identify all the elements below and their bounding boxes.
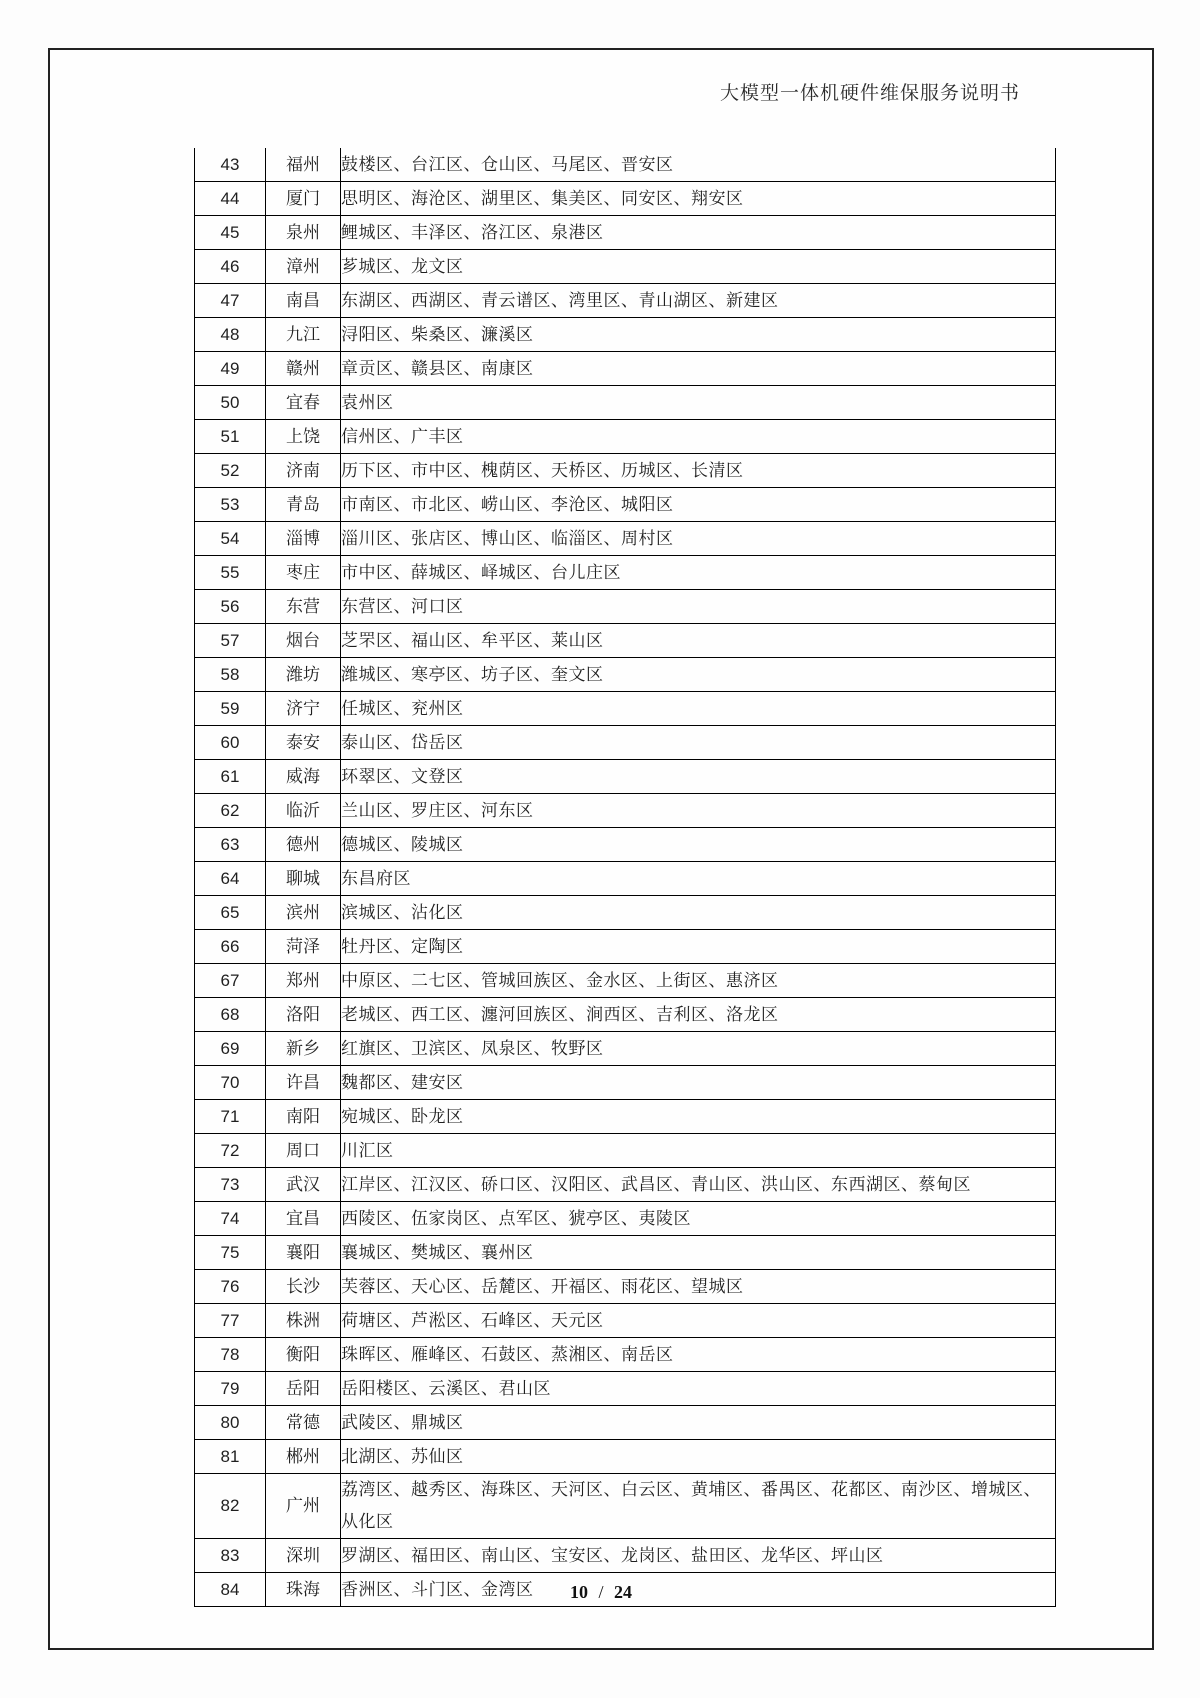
city-cell: 济宁 <box>266 692 341 726</box>
city-cell: 漳州 <box>266 250 341 284</box>
city-cell: 济南 <box>266 454 341 488</box>
footer-page-separator: / <box>598 1582 604 1602</box>
row-number-cell: 44 <box>195 182 266 216</box>
table-row <box>195 454 1056 488</box>
districts-cell: 红旗区、卫滨区、凤泉区、牧野区 <box>341 1032 1056 1066</box>
city-cell: 枣庄 <box>266 556 341 590</box>
row-number-cell: 76 <box>195 1270 266 1304</box>
table-row <box>195 216 1056 250</box>
row-number-cell: 83 <box>195 1539 266 1573</box>
row-number-cell: 48 <box>195 318 266 352</box>
row-number-cell: 77 <box>195 1304 266 1338</box>
row-number-cell: 67 <box>195 964 266 998</box>
city-cell: 许昌 <box>266 1066 341 1100</box>
districts-cell: 魏都区、建安区 <box>341 1066 1056 1100</box>
row-number-cell: 60 <box>195 726 266 760</box>
row-number-cell: 58 <box>195 658 266 692</box>
districts-cell: 淄川区、张店区、博山区、临淄区、周村区 <box>341 522 1056 556</box>
districts-cell: 珠晖区、雁峰区、石鼓区、蒸湘区、南岳区 <box>341 1338 1056 1372</box>
footer-total-pages: 24 <box>614 1582 632 1602</box>
districts-cell: 滨城区、沾化区 <box>341 896 1056 930</box>
row-number-cell: 52 <box>195 454 266 488</box>
table-row <box>195 386 1056 420</box>
row-number-cell: 81 <box>195 1440 266 1474</box>
row-number-cell: 84 <box>195 1573 266 1607</box>
row-number-cell: 79 <box>195 1372 266 1406</box>
row-number-cell: 59 <box>195 692 266 726</box>
table-row <box>195 420 1056 454</box>
districts-cell: 东昌府区 <box>341 862 1056 896</box>
table-row <box>195 658 1056 692</box>
row-number-cell: 61 <box>195 760 266 794</box>
table-row <box>195 556 1056 590</box>
city-cell: 常德 <box>266 1406 341 1440</box>
table-row <box>195 1304 1056 1338</box>
city-cell: 九江 <box>266 318 341 352</box>
city-cell: 赣州 <box>266 352 341 386</box>
row-number-cell: 65 <box>195 896 266 930</box>
city-cell: 临沂 <box>266 794 341 828</box>
city-cell: 株洲 <box>266 1304 341 1338</box>
city-cell: 烟台 <box>266 624 341 658</box>
city-district-table-body <box>195 148 1056 1607</box>
districts-cell: 潍城区、寒亭区、坊子区、奎文区 <box>341 658 1056 692</box>
table-row <box>195 148 1056 182</box>
table-row <box>195 726 1056 760</box>
districts-cell: 市南区、市北区、崂山区、李沧区、城阳区 <box>341 488 1056 522</box>
city-cell: 上饶 <box>266 420 341 454</box>
row-number-cell: 74 <box>195 1202 266 1236</box>
table-row <box>195 862 1056 896</box>
table-row <box>195 1474 1056 1539</box>
table-row <box>195 522 1056 556</box>
row-number-cell: 73 <box>195 1168 266 1202</box>
districts-cell: 东营区、河口区 <box>341 590 1056 624</box>
table-row <box>195 1338 1056 1372</box>
city-cell: 南昌 <box>266 284 341 318</box>
districts-cell: 历下区、市中区、槐荫区、天桥区、历城区、长清区 <box>341 454 1056 488</box>
row-number-cell: 72 <box>195 1134 266 1168</box>
row-number-cell: 54 <box>195 522 266 556</box>
city-cell: 淄博 <box>266 522 341 556</box>
document-header-title: 大模型一体机硬件维保服务说明书 <box>719 83 1020 104</box>
table-row <box>195 1100 1056 1134</box>
city-cell: 新乡 <box>266 1032 341 1066</box>
row-number-cell: 57 <box>195 624 266 658</box>
city-cell: 泉州 <box>266 216 341 250</box>
city-cell: 滨州 <box>266 896 341 930</box>
row-number-cell: 55 <box>195 556 266 590</box>
districts-cell: 德城区、陵城区 <box>341 828 1056 862</box>
city-cell: 厦门 <box>266 182 341 216</box>
city-cell: 德州 <box>266 828 341 862</box>
table-row <box>195 1134 1056 1168</box>
districts-cell: 浔阳区、柴桑区、濂溪区 <box>341 318 1056 352</box>
row-number-cell: 56 <box>195 590 266 624</box>
row-number-cell: 46 <box>195 250 266 284</box>
city-cell: 深圳 <box>266 1539 341 1573</box>
row-number-cell: 80 <box>195 1406 266 1440</box>
city-cell: 武汉 <box>266 1168 341 1202</box>
row-number-cell: 66 <box>195 930 266 964</box>
row-number-cell: 64 <box>195 862 266 896</box>
districts-cell: 东湖区、西湖区、青云谱区、湾里区、青山湖区、新建区 <box>341 284 1056 318</box>
districts-cell: 芙蓉区、天心区、岳麓区、开福区、雨花区、望城区 <box>341 1270 1056 1304</box>
districts-cell: 牡丹区、定陶区 <box>341 930 1056 964</box>
row-number-cell: 70 <box>195 1066 266 1100</box>
row-number-cell: 47 <box>195 284 266 318</box>
table-row <box>195 1066 1056 1100</box>
table-row <box>195 1440 1056 1474</box>
row-number-cell: 53 <box>195 488 266 522</box>
districts-cell: 市中区、薛城区、峄城区、台儿庄区 <box>341 556 1056 590</box>
districts-cell: 兰山区、罗庄区、河东区 <box>341 794 1056 828</box>
city-cell: 泰安 <box>266 726 341 760</box>
table-row <box>195 318 1056 352</box>
city-cell: 周口 <box>266 1134 341 1168</box>
districts-cell: 荔湾区、越秀区、海珠区、天河区、白云区、黄埔区、番禺区、花都区、南沙区、增城区、从化区 <box>341 1474 1056 1539</box>
city-cell: 东营 <box>266 590 341 624</box>
city-cell: 洛阳 <box>266 998 341 1032</box>
row-number-cell: 49 <box>195 352 266 386</box>
table-row <box>195 828 1056 862</box>
districts-cell: 武陵区、鼎城区 <box>341 1406 1056 1440</box>
table-row <box>195 182 1056 216</box>
table-row <box>195 250 1056 284</box>
row-number-cell: 45 <box>195 216 266 250</box>
city-cell: 岳阳 <box>266 1372 341 1406</box>
footer-current-page: 10 <box>569 1582 588 1602</box>
row-number-cell: 43 <box>195 148 266 182</box>
districts-cell: 袁州区 <box>341 386 1056 420</box>
city-cell: 菏泽 <box>266 930 341 964</box>
page-border <box>48 48 1154 1650</box>
city-cell: 长沙 <box>266 1270 341 1304</box>
city-cell: 南阳 <box>266 1100 341 1134</box>
table-row <box>195 1236 1056 1270</box>
city-cell: 襄阳 <box>266 1236 341 1270</box>
districts-cell: 章贡区、赣县区、南康区 <box>341 352 1056 386</box>
table-row <box>195 284 1056 318</box>
city-cell: 珠海 <box>266 1573 341 1607</box>
districts-cell: 思明区、海沧区、湖里区、集美区、同安区、翔安区 <box>341 182 1056 216</box>
row-number-cell: 51 <box>195 420 266 454</box>
districts-cell: 鲤城区、丰泽区、洛江区、泉港区 <box>341 216 1056 250</box>
row-number-cell: 75 <box>195 1236 266 1270</box>
city-cell: 威海 <box>266 760 341 794</box>
city-cell: 福州 <box>266 148 341 182</box>
row-number-cell: 63 <box>195 828 266 862</box>
table-row <box>195 1202 1056 1236</box>
districts-cell: 芝罘区、福山区、牟平区、莱山区 <box>341 624 1056 658</box>
districts-cell: 宛城区、卧龙区 <box>341 1100 1056 1134</box>
city-cell: 广州 <box>266 1474 341 1539</box>
row-number-cell: 82 <box>195 1474 266 1539</box>
districts-cell: 老城区、西工区、瀍河回族区、涧西区、吉利区、洛龙区 <box>341 998 1056 1032</box>
table-row <box>195 488 1056 522</box>
districts-cell: 荷塘区、芦淞区、石峰区、天元区 <box>341 1304 1056 1338</box>
table-row <box>195 1539 1056 1573</box>
districts-cell: 川汇区 <box>341 1134 1056 1168</box>
districts-cell: 泰山区、岱岳区 <box>341 726 1056 760</box>
table-row <box>195 998 1056 1032</box>
city-cell: 宜春 <box>266 386 341 420</box>
table-row <box>195 760 1056 794</box>
table-row <box>195 692 1056 726</box>
districts-cell: 西陵区、伍家岗区、点军区、猇亭区、夷陵区 <box>341 1202 1056 1236</box>
table-row <box>195 1168 1056 1202</box>
districts-cell: 北湖区、苏仙区 <box>341 1440 1056 1474</box>
city-cell: 青岛 <box>266 488 341 522</box>
table-row <box>195 896 1056 930</box>
row-number-cell: 68 <box>195 998 266 1032</box>
row-number-cell: 71 <box>195 1100 266 1134</box>
districts-cell: 环翠区、文登区 <box>341 760 1056 794</box>
row-number-cell: 50 <box>195 386 266 420</box>
page-footer <box>50 1582 1152 1603</box>
city-cell: 聊城 <box>266 862 341 896</box>
city-cell: 衡阳 <box>266 1338 341 1372</box>
districts-cell: 鼓楼区、台江区、仓山区、马尾区、晋安区 <box>341 148 1056 182</box>
table-row <box>195 1372 1056 1406</box>
districts-cell: 中原区、二七区、管城回族区、金水区、上街区、惠济区 <box>341 964 1056 998</box>
row-number-cell: 78 <box>195 1338 266 1372</box>
table-row <box>195 930 1056 964</box>
table-row <box>195 794 1056 828</box>
table-row <box>195 624 1056 658</box>
row-number-cell: 62 <box>195 794 266 828</box>
table-row <box>195 964 1056 998</box>
districts-cell: 罗湖区、福田区、南山区、宝安区、龙岗区、盐田区、龙华区、坪山区 <box>341 1539 1056 1573</box>
city-cell: 郑州 <box>266 964 341 998</box>
districts-cell: 任城区、兖州区 <box>341 692 1056 726</box>
districts-cell: 信州区、广丰区 <box>341 420 1056 454</box>
table-row <box>195 1270 1056 1304</box>
city-cell: 潍坊 <box>266 658 341 692</box>
districts-cell: 香洲区、斗门区、金湾区 <box>341 1573 1056 1607</box>
table-row <box>195 1406 1056 1440</box>
districts-cell: 江岸区、江汉区、硚口区、汉阳区、武昌区、青山区、洪山区、东西湖区、蔡甸区 <box>341 1168 1056 1202</box>
districts-cell: 芗城区、龙文区 <box>341 250 1056 284</box>
table-row <box>195 1032 1056 1066</box>
table-row <box>195 590 1056 624</box>
table-row <box>195 352 1056 386</box>
city-cell: 宜昌 <box>266 1202 341 1236</box>
row-number-cell: 69 <box>195 1032 266 1066</box>
city-cell: 郴州 <box>266 1440 341 1474</box>
city-district-table <box>194 148 1056 1607</box>
districts-cell: 襄城区、樊城区、襄州区 <box>341 1236 1056 1270</box>
districts-cell: 岳阳楼区、云溪区、君山区 <box>341 1372 1056 1406</box>
